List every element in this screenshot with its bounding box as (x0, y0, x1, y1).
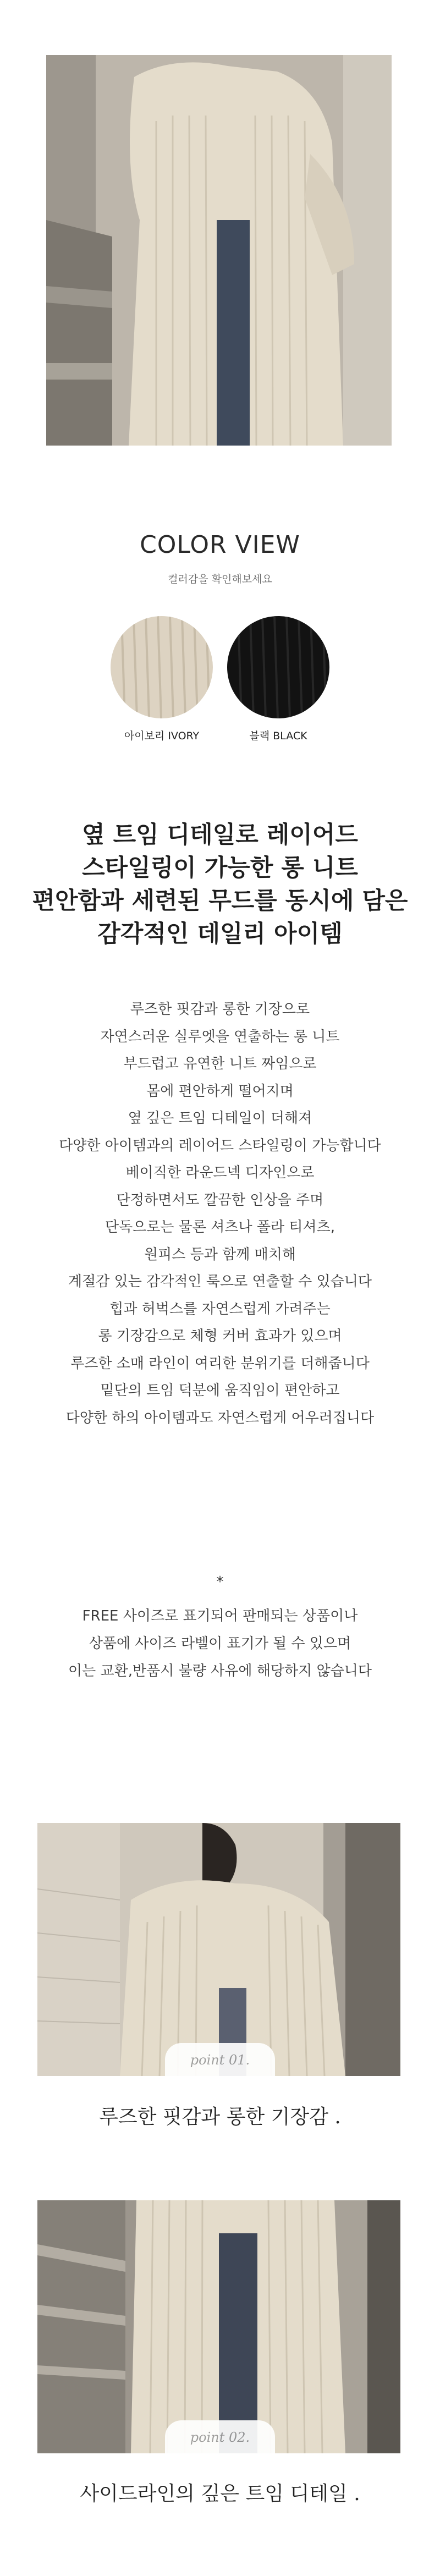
point-01-photo (37, 1823, 400, 2076)
description-line: 다양한 아이템과의 레이어드 스타일링이 가능합니다 (59, 1137, 381, 1154)
description-line: 베이직한 라운드넥 디자인으로 (125, 1165, 315, 1181)
color-view-title: COLOR VIEW (140, 531, 300, 559)
color-view-subtitle: 컬러감을 확인해보세요 (168, 573, 272, 585)
description-line: 루즈한 핏감과 롱한 기장으로 (130, 1001, 310, 1018)
description-line: 몸에 편안하게 떨어지며 (146, 1083, 294, 1100)
size-notice (0, 1568, 440, 1685)
notice-mark: * (216, 1574, 224, 1590)
ivory-swatch (111, 616, 213, 718)
description-line: 계절감 있는 감각적인 룩으로 연출할 수 있습니다 (68, 1273, 372, 1290)
product-description (0, 996, 440, 1432)
description-line: 원피스 등과 함께 매치해 (144, 1246, 296, 1263)
point-01-caption: 루즈한 핏감과 롱한 기장감 . (99, 2106, 341, 2128)
description-line: 자연스러운 실루엣을 연출하는 롱 니트 (100, 1028, 340, 1045)
black-swatch (227, 616, 329, 718)
headline-line: 스타일링이 가능한 롱 니트 (82, 854, 358, 882)
description-line: 힙과 허벅스를 자연스럽게 가려주는 (109, 1300, 331, 1317)
point-02-caption: 사이드라인의 깊은 트임 디테일 . (80, 2482, 360, 2505)
headline-line: 감각적인 데일리 아이템 (97, 920, 343, 948)
description-line: 단독으로는 물론 셔츠나 폴라 티셔츠, (105, 1219, 336, 1235)
product-headline (0, 819, 440, 951)
product-photo-top (46, 55, 392, 446)
ivory-label: 아이보리 IVORY (124, 730, 200, 742)
description-line: 옆 깊은 트임 디테일이 더해져 (128, 1110, 312, 1127)
description-line: 다양한 하의 아이템과도 자연스럽게 어우러집니다 (65, 1409, 375, 1426)
description-line: 부드럽고 유연한 니트 짜임으로 (123, 1056, 317, 1072)
notice-line: FREE 사이즈로 표기되어 판매되는 상품이나 (82, 1608, 358, 1624)
point-02-tag: point 02. (165, 2420, 275, 2453)
notice-line: 이는 교환,반품시 불량 사유에 해당하지 않습니다 (68, 1663, 372, 1679)
description-line: 밑단의 트임 덕분에 움직임이 편안하고 (100, 1382, 340, 1399)
description-line: 롱 기장감으로 체형 커버 효과가 있으며 (98, 1328, 342, 1344)
headline-line: 옆 트임 디테일로 레이어드 (82, 821, 358, 849)
description-line: 루즈한 소매 라인이 여리한 분위기를 더해줍니다 (70, 1355, 370, 1372)
point-01-tag: point 01. (165, 2043, 275, 2076)
notice-line: 상품에 사이즈 라벨이 표기가 될 수 있으며 (89, 1635, 351, 1652)
point-02-photo (37, 2200, 400, 2453)
headline-line: 편안함과 세련된 무드를 동시에 담은 (32, 887, 408, 915)
black-label: 블랙 BLACK (249, 730, 307, 742)
description-line: 단정하면서도 깔끔한 인상을 주며 (116, 1191, 324, 1209)
